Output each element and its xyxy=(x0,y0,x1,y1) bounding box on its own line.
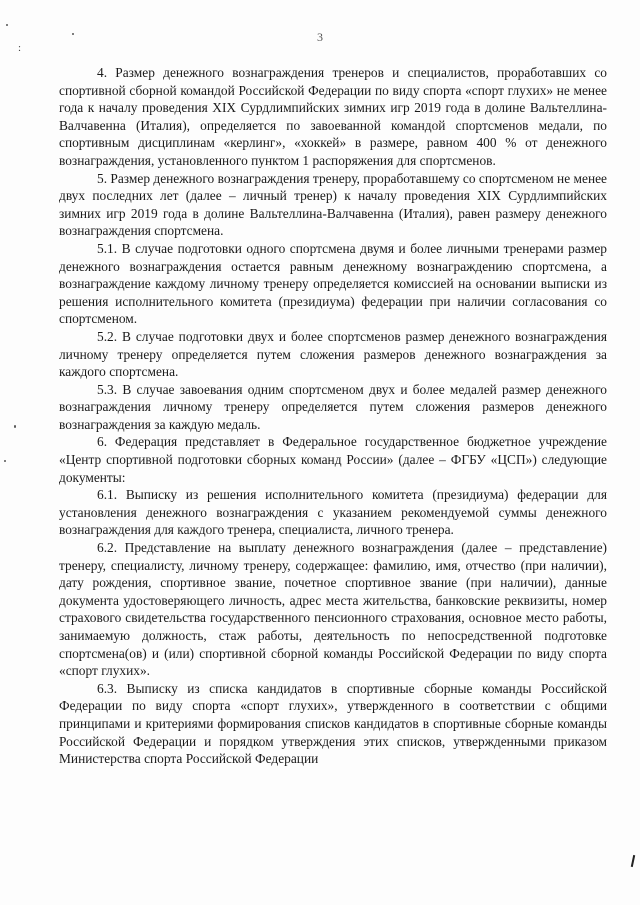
paragraph-6: 6. Федерация представляет в Федеральное государственное бюджетное учреждение «Центр спортивной подготовки сборных команд России» (далее – ФГБУ «ЦСП») следующие документы: xyxy=(59,434,607,485)
scan-artifact-mark: : xyxy=(18,42,22,54)
scan-speck xyxy=(6,24,8,26)
document-body xyxy=(59,64,607,768)
paragraph-6-2: 6.2. Представление на выплату денежного вознаграждения (далее – представление) тренеру, специалисту, личному тренеру, содержащее: фамилию, имя, отчество (при наличии), дату рождения, спортивное звание, почетное спортивное звание (при наличии), данные документа удостоверяющего личность, адрес места жительства, банковские реквизиты, номер страхового свидетельства государственного пенсионного страхования, основное место работы, занимаемую должность, стаж работы, деятельность по непосредственной подготовке спортсмена(ов) и (или) спортивной сборной команды Российской Федерации по виду спорта «спорт глухих». xyxy=(59,540,607,679)
scan-speck xyxy=(14,425,16,428)
scan-edge-mark xyxy=(631,855,635,867)
paragraph-4: 4. Размер денежного вознаграждения тренеров и специалистов, проработавших со спортивной сборной командой Российской Федерации по виду спорта «спорт глухих» не менее года к началу проведения XIX Сурдлимпийских зимних игр 2019 года в долине Вальтеллина-Валчавенна (Италия), определяется по завоеванной командой спортсменов медали, по спортивным дисциплинам «керлинг», «хоккей» в размере, равном 400 % от денежного вознаграждения, установленного пунктом 1 распоряжения для спортсменов. xyxy=(59,65,607,168)
page-number: 3 xyxy=(317,30,323,44)
paragraph-5: 5. Размер денежного вознаграждения тренеру, проработавшему со спортсменом не менее двух последних лет (далее – личный тренер) к началу проведения XIX Сурдлимпийских зимних игр 2019 года в долине Вальтеллина-Валчавенна (Италия), равен размеру денежного вознаграждения спортсмена. xyxy=(59,170,607,239)
paragraph-5-3: 5.3. В случае завоевания одним спортсменом двух и более медалей размер денежного вознаграждения личному тренеру определяется путем сложения размеров денежного вознаграждения за каждую медаль. xyxy=(59,381,607,432)
scan-speck xyxy=(4,460,6,462)
paragraph-6-3: 6.3. Выписку из списка кандидатов в спортивные сборные команды Российской Федерации по виду спорта «спорт глухих», утвержденного в соответствии с общими принципами и критериями формирования списков кандидатов в спортивные сборные команды Российской Федерации и порядком утверждения этих списков, утвержденными приказом Министерства спорта Российской Федерации xyxy=(59,680,607,767)
scan-speck xyxy=(72,33,74,35)
paragraph-6-1: 6.1. Выписку из решения исполнительного комитета (президиума) федерации для установления денежного вознаграждения с указанием рекомендуемой суммы денежного вознаграждения для каждого тренера, специалиста, личного тренера. xyxy=(59,487,607,538)
paragraph-5-1: 5.1. В случае подготовки одного спортсмена двумя и более личными тренерами размер денежного вознаграждения остается равным денежному вознаграждению спортсмена, а вознаграждение каждому личному тренеру определяется комиссией на основании выписки из решения исполнительного комитета (президиума) федерации при наличии согласования со спортсменом. xyxy=(59,240,607,327)
paragraph-5-2: 5.2. В случае подготовки двух и более спортсменов размер денежного вознаграждения личному тренеру определяется путем сложения размеров денежного вознаграждения за каждого спортсмена. xyxy=(59,328,607,380)
